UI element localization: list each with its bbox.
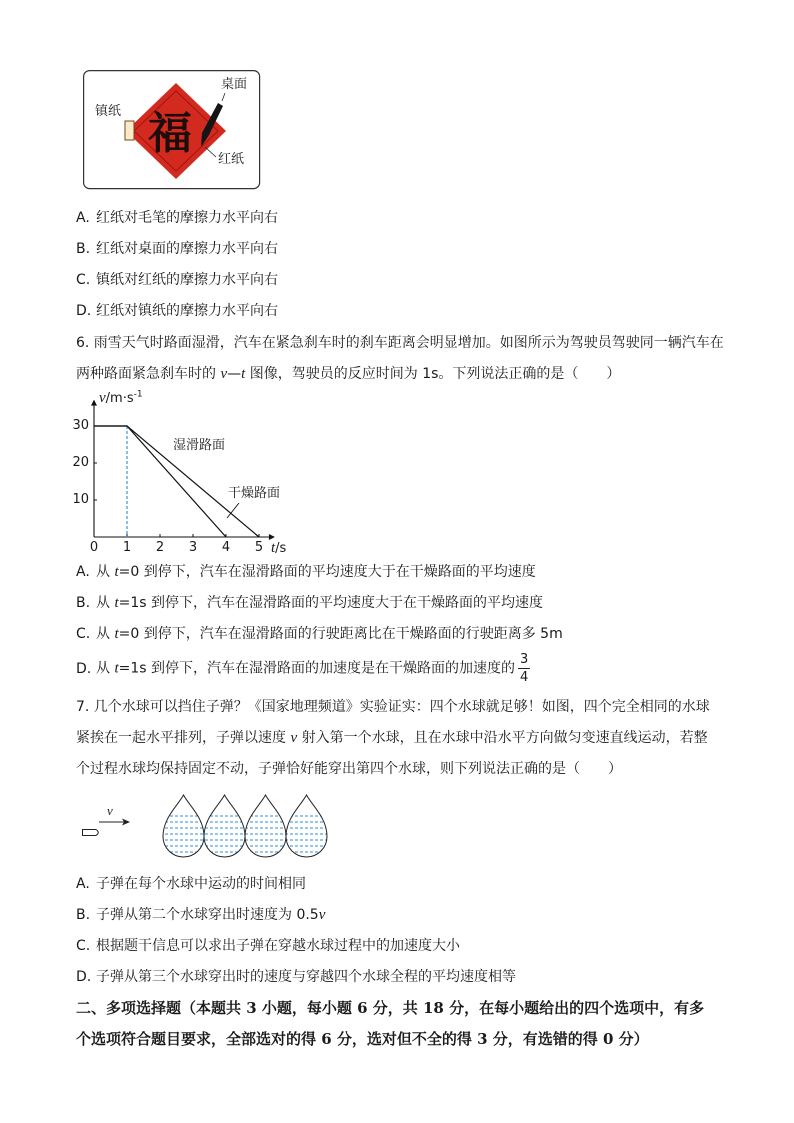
water-ball-2 xyxy=(204,795,245,857)
option-letter: C. xyxy=(76,938,91,954)
desk-label: 桌面 xyxy=(221,77,248,92)
option-letter: A. xyxy=(76,564,90,580)
y-tick-label: 10 xyxy=(72,492,89,507)
time-symbol: t xyxy=(114,626,119,642)
x-axis-label xyxy=(271,538,286,559)
x-tick-label: 2 xyxy=(155,540,165,555)
time-symbol: t xyxy=(114,595,119,611)
section2-header-line1: 二、多项选择题（本题共 3 小题，每小题 6 分，共 18 分，在每小题给出的四个选项中，有多 xyxy=(76,999,705,1017)
time-symbol: t xyxy=(114,564,119,580)
vt-graph xyxy=(70,385,300,560)
option-text: 红纸对桌面的摩擦力水平向右 xyxy=(96,241,278,257)
velocity-label: v xyxy=(107,803,113,818)
water-ball-1 xyxy=(163,795,204,857)
water-ball-4 xyxy=(286,795,327,857)
water-ball-3 xyxy=(245,795,286,857)
option-text: 从 xyxy=(96,564,115,580)
fraction-numerator: 3 xyxy=(520,652,529,667)
q7-option-c xyxy=(76,936,460,956)
time-symbol: t xyxy=(241,366,246,382)
option-text: 红纸对毛笔的摩擦力水平向右 xyxy=(96,210,278,226)
option-text: =0 到停下，汽车在湿滑路面的行驶距离比在干燥路面的行驶距离多 5m xyxy=(118,626,563,642)
q5-option-c xyxy=(76,270,278,290)
option-text: 镇纸对红纸的摩擦力水平向右 xyxy=(96,272,278,288)
velocity-symbol: v xyxy=(220,366,228,382)
option-text: =0 到停下，汽车在湿滑路面的平均速度大于在干燥路面的平均速度 xyxy=(118,564,536,580)
q7-stem-text: 紧挨在一起水平排列，子弹以速度 xyxy=(76,730,291,746)
x-tick-label: 0 xyxy=(89,540,99,555)
q5-option-b xyxy=(76,239,278,259)
q6-stem-line1: 6. 雨雪天气时路面湿滑，汽车在紧急刹车时的刹车距离会明显增加。如图所示为驾驶员驾驶同一辆汽车在 xyxy=(76,335,724,351)
q6-stem-line2 xyxy=(76,364,620,384)
x-axis-label-var: t xyxy=(271,540,276,556)
x-tick-label: 5 xyxy=(254,540,264,555)
y-axis-label-exponent: -1 xyxy=(133,389,143,400)
option-text: 从 xyxy=(96,626,115,642)
time-symbol: t xyxy=(114,660,119,677)
q6-stem-text: 两种路面紧急刹车时的 xyxy=(76,366,221,382)
q7-option-b xyxy=(76,905,325,925)
q6-option-a xyxy=(76,562,536,582)
wet-road-series-label: 湿滑路面 xyxy=(173,438,226,453)
q6-option-c xyxy=(76,624,563,644)
vt-graph-canvas xyxy=(70,385,300,560)
q7-option-a xyxy=(76,874,306,894)
option-letter: A. xyxy=(76,210,90,226)
option-text: 从 xyxy=(96,660,115,677)
red-paper-leader-line xyxy=(205,147,216,157)
option-letter: A. xyxy=(76,876,90,892)
velocity-symbol: v xyxy=(318,907,326,923)
option-text: 根据题干信息可以求出子弹在穿越水球过程中的加速度大小 xyxy=(96,938,460,954)
option-letter: B. xyxy=(76,907,91,923)
option-text: 子弹在每个水球中运动的时间相同 xyxy=(96,876,306,892)
section2-header-line2: 个选项符合题目要求，全部选对的得 6 分，选对但不全的得 3 分，有选错的得 0 分） xyxy=(76,1030,649,1048)
option-letter: B. xyxy=(76,241,91,257)
fraction xyxy=(518,652,530,685)
fraction-denominator: 4 xyxy=(520,670,529,685)
q7-option-d xyxy=(76,967,516,987)
option-text: =1s 到停下，汽车在湿滑路面的加速度是在干燥路面的加速度的 xyxy=(118,660,516,677)
x-axis-label-unit: /s xyxy=(275,541,287,556)
x-tick-label: 3 xyxy=(188,540,198,555)
x-tick-label: 4 xyxy=(221,540,231,555)
option-letter: B. xyxy=(76,595,91,611)
y-axis-label-unit: /m·s xyxy=(105,391,134,406)
red-paper-label: 红纸 xyxy=(218,152,245,167)
option-letter: D. xyxy=(76,303,92,319)
y-tick-label: 30 xyxy=(72,418,89,433)
option-letter: C. xyxy=(76,626,91,642)
q5-option-d xyxy=(76,301,278,321)
option-text: 子弹从第二个水球穿出时速度为 0.5 xyxy=(96,907,319,923)
q7-stem-text: 射入第一个水球，且在水球中沿水平方向做匀变速直线运动，若整 xyxy=(297,730,708,746)
y-axis-label xyxy=(99,388,143,409)
paperweight-label: 镇纸 xyxy=(95,104,122,119)
q7-stem-line1: 7. 几个水球可以挡住子弹？《国家地理频道》实验证实：四个水球就足够！如图，四个完全相同的水球 xyxy=(76,699,710,715)
option-letter: D. xyxy=(76,969,92,985)
q6-option-d xyxy=(76,652,530,685)
dash: — xyxy=(227,366,242,382)
q5-option-a xyxy=(76,208,278,228)
q7-stem-line2 xyxy=(76,728,708,748)
y-tick-label: 20 xyxy=(72,455,89,470)
paperweight xyxy=(125,121,134,140)
q6-stem-text: 图像，驾驶员的反应时间为 1s。下列说法正确的是（ ） xyxy=(245,366,621,382)
velocity-symbol: v xyxy=(290,730,298,746)
option-letter: D. xyxy=(76,660,92,677)
q7-stem-line3: 个过程水球均保持固定不动，子弹恰好能穿出第四个水球，则下列说法正确的是（ ） xyxy=(76,761,622,777)
bullet xyxy=(83,830,99,836)
x-tick-label: 1 xyxy=(122,540,132,555)
option-text: 子弹从第三个水球穿出时的速度与穿越四个水球全程的平均速度相等 xyxy=(96,969,516,985)
y-axis-label-var: v xyxy=(99,390,106,406)
option-letter: C. xyxy=(76,272,91,288)
dry-road-series-label: 干燥路面 xyxy=(228,486,281,501)
desk-leader-line xyxy=(222,93,225,101)
fu-character: 福 xyxy=(148,108,192,159)
q6-option-b xyxy=(76,593,543,613)
option-text: =1s 到停下，汽车在湿滑路面的平均速度大于在干燥路面的平均速度 xyxy=(118,595,544,611)
y-axis-arrow xyxy=(91,400,97,406)
water-balls-figure xyxy=(70,790,340,862)
option-text: 从 xyxy=(96,595,115,611)
option-text: 红纸对镇纸的摩擦力水平向右 xyxy=(96,303,278,319)
